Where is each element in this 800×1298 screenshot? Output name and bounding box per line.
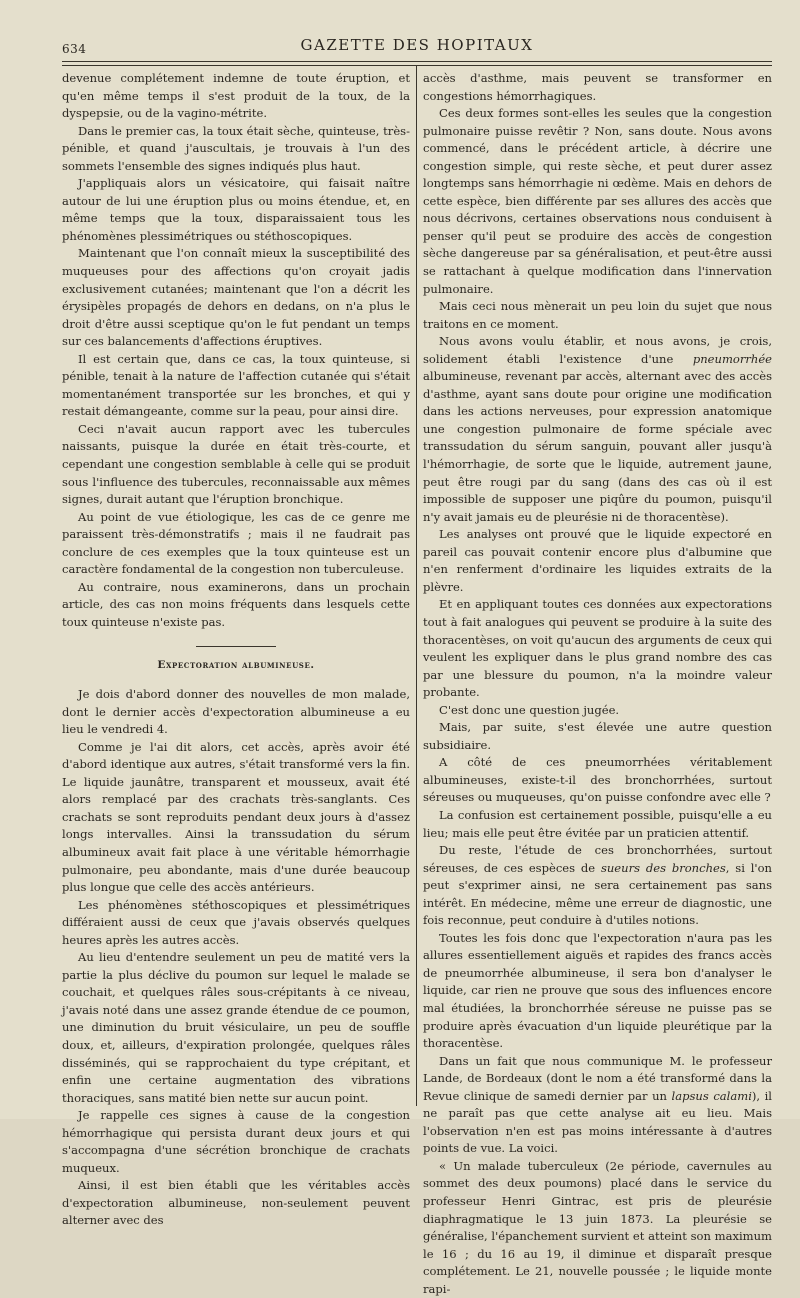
paragraph: Mais, par suite, s'est élevée une autre question subsidiaire. [423, 720, 772, 752]
paragraph: C'est donc une question jugée. [439, 702, 620, 717]
text-run: , si l'on peut s'exprimer ainsi, ne sera certainement pas sans intérêt. En médecine, même une erreur de diagnostic, une fois reconnue, peut conduire à d'utiles notions. [423, 860, 772, 928]
paragraph: Ces deux formes sont-elles les seules que la congestion pulmonaire puisse revêtir ? Non, sans doute. Nous avons commencé, dans le précédent article, à décrire une congestion simple, qui reste sèche, et peut durer assez longtemps sans hémorrhagie ni œdème. Mais en dehors de cette espèce, bien différente par ses allures des accès que nous décrivons, certaines observations nous conduisent à penser qu'il peut se produire des accès de congestion sèche dangereuse par sa généralisation, et peut-être aussi se rattachant à quelque modification dans l'innervation pulmonaire. [423, 106, 772, 296]
text-run: ), il ne paraît pas que cette analyse ait eu lieu. Mais l'observation n'en est pas moins intéressante à d'autres points de vue. La voici. [423, 1088, 773, 1156]
paragraph [423, 1053, 772, 1158]
paragraph: Au contraire, nous examinerons, dans un prochain article, des cas non moins fréquents dans lesquels cette toux quinteuse n'existe pas. [62, 579, 410, 629]
paragraph: Dans le premier cas, la toux était sèche, quinteuse, très-pénible, et quand j'auscultais, je trouvais à l'un des sommets l'ensemble des signes indiqués plus haut. [62, 123, 410, 173]
column-divider [416, 66, 417, 1106]
paragraph: Et en appliquant toutes ces données aux expectorations tout à fait analogues qui peuvent se produire à la suite des thoracentèses, on voit qu'aucun des arguments de ceux qui veulent les expliquer dans le plus grand nombre des cas par une blessure du poumon, n'a la moindre valeur probante. [423, 597, 772, 700]
page-number: 634 [62, 42, 87, 56]
left-column [62, 70, 410, 1230]
paragraph: A côté de ces pneumorrhées véritablement albumineuses, existe-t-il des bronchorrhées, surtout séreuses ou muqueuses, qu'on puisse confondre avec elle ? [423, 755, 772, 805]
paragraph: « Un malade tuberculeux (2e période, cavernules au sommet des deux poumons) placé dans le service du professeur Henri Gintrac, est pris de pleurésie diaphragmatique le 13 juin 1873. La pleurésie se généralise, l'épanchement survient et atteint son maximum le 16 ; du 16 au 19, il diminue et disparaît presque complétement. Le 21, nouvelle poussée ; le liquide monte rapi- [423, 1158, 772, 1296]
paragraph: Je rappelle ces signes à cause de la congestion hémorrhagique qui persista durant deux jours et qui s'accompagna d'une sécrétion bronchique de crachats muqueux. [62, 1108, 410, 1175]
paragraph: Les analyses ont prouvé que le liquide expectoré en pareil cas pouvait contenir encore plus d'albumine que n'en renferment d'ordinaire les liquides extraits de la plèvre. [423, 527, 772, 594]
emphasis: sueurs des bronches [600, 860, 726, 875]
paragraph: Je dois d'abord donner des nouvelles de mon malade, dont le dernier accès d'expectoration albumineuse a eu lieu le vendredi 4. [62, 687, 410, 737]
page-header [62, 36, 772, 58]
paragraph: Comme je l'ai dit alors, cet accès, après avoir été d'abord identique aux autres, s'était transformé vers la fin. Le liquide jaunâtre, transparent et mousseux, avait été alors remplacé par des crachats très-sanglants. Ces crachats se sont reproduits pendant deux jours à d'assez longs intervalles. Ainsi la transsudation du sérum albumineux avait fait place à une véritable hémorrhagie pulmonaire, peu abondante, mais d'une durée beaucoup plus longue que celle des accès antérieurs. [62, 739, 410, 895]
paragraph: La confusion est certainement possible, puisqu'elle a eu lieu; mais elle peut être évitée par un praticien attentif. [423, 807, 772, 840]
text-run: Dans un fait que nous communique M. le professeur Lande, de Bordeaux (dont le nom a été transformé dans la Revue clinique de samedi dernier par un [423, 1053, 772, 1103]
paragraph: Il est certain que, dans ce cas, la toux quinteuse, si pénible, tenait à la nature de l'affection cutanée qui s'était momentanément transportée sur les bronches, et qui y restait démangeante, comme sur la peau, pour ainsi dire. [62, 351, 410, 419]
paragraph [423, 842, 772, 930]
paragraph: Au point de vue étiologique, les cas de ce genre me paraissent très-démonstratifs ; mais il ne faudrait pas conclure de ces exemples que la toux quinteuse est un caractère fondamental de la congestion non tuberculeuse. [62, 509, 410, 577]
text-run: albumineuse, revenant par accès, alternant avec des accès d'asthme, ayant sans doute pour origine une modification dans les actions nerveuses, pour expression anatomique une congestion pulmonaire de forme spéciale avec transsudation du sérum sanguin, pouvant aller jusqu'à l'hémorrhagie, de sorte que le liquide, autrement jaune, peut être rougi par du sang (dans des cas où il est impossible de supposer une piqûre du poumon, puisqu'il n'y avait jamais eu de pleurésie ni de thoracentèse). [423, 369, 772, 524]
paragraph: Mais ceci nous mènerait un peu loin du sujet que nous traitons en ce moment. [423, 299, 772, 331]
emphasis: pneumorrhée [692, 351, 772, 366]
paragraph: Au lieu d'entendre seulement un peu de matité vers la partie la plus déclive du poumon sur lequel le malade se couchait, et quelques râles sous-crépitants à ce niveau, j'avais noté dans une assez grande étendue de ce poumon, une diminution du bruit vésiculaire, un peu de souffle doux, et, ailleurs, d'expiration prolongée, quelques râles disséminés, qui se rapprochaient du type crépitant, et enfin une certaine augmentation des vibrations thoraciques, sans matité bien nette sur aucun point. [62, 950, 410, 1105]
paragraph: accès d'asthme, mais peuvent se transformer en congestions hémorrhagiques. [423, 71, 772, 103]
header-rule-thin [62, 65, 772, 66]
paragraph: Toutes les fois donc que l'expectoration n'aura pas les allures essentiellement aiguës et rapides des francs accès de pneumorrhée albumineuse, il sera bon d'analyser le liquide, car rien ne prouve que sous des influences encore mal étudiées, la bronchorrhée séreuse ne puisse pas se produire après évacuation d'un liquide pleurétique par la thoracentèse. [423, 930, 772, 1051]
paragraph: Ceci n'avait aucun rapport avec les tubercules naissants, puisque la durée en était très-courte, et cependant une congestion semblable à celle qui se produit sous l'influence des tubercules, reconnaissable aux mêmes signes, durait autant que l'éruption bronchique. [62, 421, 410, 507]
right-column [423, 70, 772, 1298]
paragraph: devenue complétement indemne de toute éruption, et qu'en même temps il s'est produit de la toux, de la dyspepsie, ou de la vagino-métrite. [62, 71, 410, 121]
running-title: GAZETTE DES HOPITAUX [300, 36, 534, 54]
section-title-text: Expectoration albumineuse. [157, 658, 315, 671]
emphasis: lapsus calami [671, 1088, 752, 1103]
paragraph: Les phénomènes stéthoscopiques et plessimétriques différaient aussi de ceux que j'avais observés quelques heures après les autres accès. [62, 897, 410, 947]
text-run: Nous avons voulu établir, et nous avons, je crois, solidement établi l'existence d'une [423, 334, 772, 366]
section-heading [62, 646, 410, 675]
paragraph: J'appliquais alors un vésicatoire, qui faisait naître autour de lui une éruption plus ou moins étendue, et, en même temps que la toux, disparaissaient tous les phénomènes plessimétriques ou stéthoscopiques. [62, 176, 410, 243]
paragraph [423, 333, 772, 526]
paragraph: Ainsi, il est bien établi que les véritables accès d'expectoration albumineuse, non-seulement peuvent alterner avec des [62, 1178, 410, 1228]
section-rule [196, 646, 276, 647]
text-run: Du reste, l'étude de ces bronchorrhées, surtout séreuses, de ces espèces de [423, 843, 772, 875]
paragraph: Maintenant que l'on connaît mieux la susceptibilité des muqueuses pour des affections qu'on croyait jadis exclusivement cutanées; maintenant que l'on a décrit les érysipèles propagés de dehors en dedans, on n'a plus le droit d'être aussi sceptique qu'on le fut pendant un temps sur ces balancements d'affections éruptives. [62, 246, 410, 349]
header-rule [62, 61, 772, 62]
